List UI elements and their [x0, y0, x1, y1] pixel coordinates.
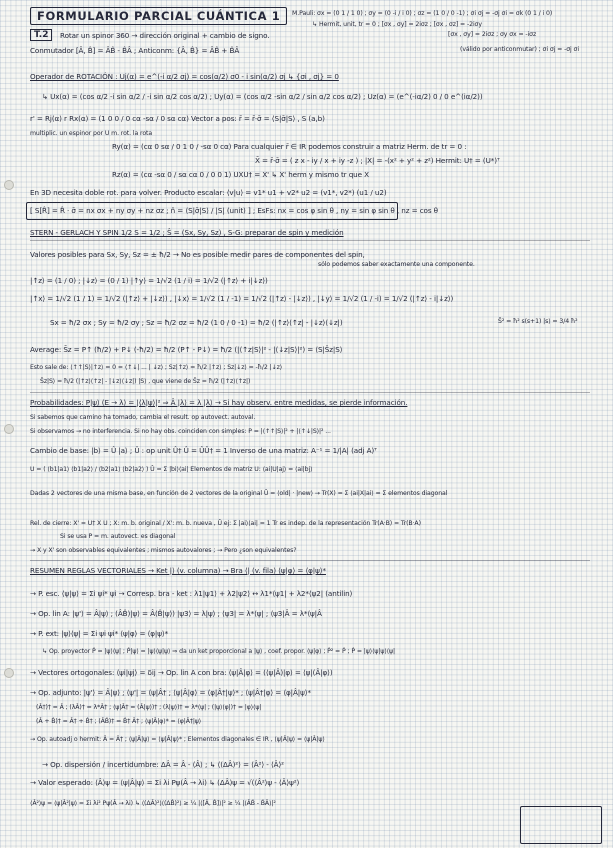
formula-line: [σx , σy] = 2iσz ; σy σx = -iσz: [448, 31, 537, 38]
divider: [30, 240, 590, 241]
formula-line: Probabilidades: P|ψ⟩ (E → λ) = |⟨λ|ψ⟩|² ⇒ Â |λ⟩ = λ |λ⟩ → Si hay observ. entre medidas, se pierde información.: [30, 398, 408, 407]
formula-line: Rel. de cierre: X' = U† X U ; X: m. b. original / X': m. b. nueva , Û ej: Σ |ai⟩⟨ai| = 1 Tr es indep. de la representación Tr(A·B) = Tr(B·A): [30, 520, 421, 527]
formula-line: → Valor esperado: ⟨Â⟩ψ = ⟨ψ|Â|ψ⟩ = Σi λi Pψ(Â → λi) ↳ (ΔÂ)ψ = √(⟨Â²⟩ψ - ⟨Â⟩ψ²): [30, 778, 300, 787]
formula-line: RESUMEN REGLAS VECTORIALES → Ket |⟩ (v. columna) → Bra ⟨| (v. fila) ⟨ψ|φ⟩ = ⟨φ|ψ⟩*: [30, 566, 326, 575]
formula-line: (Â†)† = Â ; (λÂ)† = λ*Â† ; ⟨ψ|Â† = (Â|ψ⟩)† ; (λ|ψ⟩)† = λ*⟨ψ| ; (|ψ⟩⟨φ|)† = |φ⟩⟨ψ|: [36, 704, 262, 711]
formula-line: multiplic. un espinor por U m. rot. la rota: [30, 130, 153, 137]
formula-box: [520, 806, 602, 844]
formula-line: → Vectores ortogonales: ⟨ψi|ψj⟩ = δij → Op. lin A con bra: ⟨ψ|Â|φ⟩ = (⟨ψ|Â)|φ⟩ = ⟨ψ|(Â|φ⟩): [30, 668, 333, 677]
formula-line: Cambio de base: |b⟩ = Û |a⟩ ; Û : op unit Û† Û = ÛÛ† = 1 Inverso de una matriz: A⁻¹ = 1/|A| (adj A)ᵀ: [30, 446, 377, 455]
formula-line: ⟨Â²⟩ψ = ⟨ψ|Â²|ψ⟩ = Σi λi² Pψ(Â → λi) ↳ ⟨(ΔÂ)²⟩⟨(ΔB̂)²⟩ ≥ ¼ |⟨[Â, B̂]⟩|² ≥ ¼ |⟨ÂB̂ - B̂Â⟩|²: [30, 800, 276, 807]
formula-line: Si sabemos que camino ha tomado, cambia el result. op autovect. autoval.: [30, 414, 256, 421]
formula-line: → Op. adjunto: |ψ'⟩ = Â|ψ⟩ ; ⟨ψ'| = ⟨ψ|Â† ; ⟨ψ|Â|φ⟩ = ⟨φ|Â†|ψ⟩* ; ⟨ψ|Â†|φ⟩ = ⟨φ|Â|ψ⟩*: [30, 688, 311, 697]
formula-line: |↑z⟩ = (1 / 0) ; |↓z⟩ = (0 / 1) |↑y⟩ = 1/√2 (1 / i) = 1/√2 (|↑z⟩ + i|↓z⟩): [30, 276, 268, 285]
formula-line: |↑x⟩ = 1/√2 (1 / 1) = 1/√2 (|↑z⟩ + |↓z⟩) , |↓x⟩ = 1/√2 (1 / -1) = 1/√2 (|↑z⟩ - |↓z⟩) , |↓y⟩ = 1/√2 (1 / -i) = 1/√2 (|↑z⟩ - i|↓z⟩): [30, 294, 454, 303]
formula-line: Conmutador [Â, B̂] = ÂB̂ - B̂Â ; Anticonm: {Â, B̂} = ÂB̂ + B̂Â: [30, 46, 240, 55]
formula-line: Dadas 2 vectores de una misma base, en función de 2 vectores de la original Û = ⟨old| · |new⟩ → Tr(X) = Σ ⟨ai|X|ai⟩ = Σ elementos diagonal: [30, 490, 448, 497]
formula-line: Sx = ħ/2 σx ; Sy = ħ/2 σy ; Sz = ħ/2 σz = ħ/2 (1 0 / 0 -1) = ħ/2 (|↑z⟩⟨↑z| - |↓z⟩⟨↓z|): [50, 318, 343, 327]
formula-line: Rz(α) = (cα -sα 0 / sα cα 0 / 0 0 1) UXU† = X' ↳ X' herm y mismo tr que X: [112, 170, 369, 179]
formula-line: sólo podemos saber exactamente una componente.: [318, 261, 475, 268]
formula-line: Ŝ² = ħ² s(s+1) |s⟩ = 3/4 ħ²: [498, 318, 578, 325]
formula-line: → Op. dispersión / incertidumbre: ΔÂ = Â - ⟨Â⟩ ; ↳ ⟨(ΔÂ)²⟩ = ⟨Â²⟩ - ⟨Â⟩²: [42, 760, 284, 769]
formula-line: → P. esc. ⟨ψ|ψ⟩ = Σi ψi* ψi → Corresp. bra - ket : λ1|ψ1⟩ + λ2|ψ2⟩ ↔ λ1*⟨ψ1| + λ2*⟨ψ2| (antilin): [30, 589, 353, 598]
formula-line: S̄z|S⟩ = ħ/2 (|↑z⟩⟨↑z| - |↓z⟩⟨↓z|) |S⟩ , que viene de S̄z = ħ/2 (|↑z⟩⟨↑z|): [40, 378, 251, 385]
formula-line: U = ( ⟨b1|a1⟩ ⟨b1|a2⟩ / ⟨b2|a1⟩ ⟨b2|a2⟩ ) Û = Σ |bi⟩⟨ai| Elementos de matriz U: ⟨ai|U|aj⟩ = ⟨ai|bj⟩: [30, 466, 313, 473]
formula-line: STERN - GERLACH Y SPIN 1/2 S = 1/2 ; Ŝ = (Sx, Sy, Sz) , S-G: preparar de spin y medición: [30, 228, 344, 237]
formula-line: X̄ = r̄·σ̄ = ( z x - iy / x + iy -z ) ; |X| = -(x² + y² + z²) Hermit: U† = (U*)ᵀ: [255, 156, 500, 165]
formula-line: Operador de ROTACIÓN : Uj(α) = e^(-i α/2 σj) = cos(α/2) σ0 - i sin(α/2) σj ↳ {σi , σj} = 0: [30, 72, 339, 81]
formula-line: ↳ Ux(α) = (cos α/2 -i sin α/2 / -i sin α/2 cos α/2) ; Uy(α) = (cos α/2 -sin α/2 / sin α/2 cos α/2) ; Uz(α) = (e^(-iα/2) 0 / 0 e^(iα/2)): [42, 92, 483, 101]
formula-line: ↳ Hermit, unit, tr = 0 ; [σx , σy] = 2iσz ; [σx , σz] = -2iσy: [312, 21, 482, 28]
divider: [30, 392, 590, 393]
binder-hole: [4, 424, 14, 434]
formula-line: r' = Rj(α) r Rx(α) = (1 0 0 / 0 cα -sα / 0 sα cα) Vector a pos: r̄ = r̄·σ̄ = ⟨S|σ̄|S⟩ , S (a,b): [30, 114, 325, 123]
formula-line: Rotar un spinor 360 → dirección original + cambio de signo.: [60, 31, 270, 40]
formula-line: → Op. autoadj o hermit: Â = Â† ; ⟨ψ|Â|ψ⟩ = ⟨ψ|Â|ψ⟩* ; Elementos diagonales ∈ IR , ⟨ψ|Â|ψ⟩ = ⟨ψ|Â|ψ⟩: [30, 736, 325, 743]
formula-line: Esto sale de: ⟨↑↑|S⟩|↑z⟩ = 0 = ⟨↑↓| ... | ↓z⟩ ; Sz|↑z⟩ = ħ/2 |↑z⟩ ; Sz|↓z⟩ = -ħ/2 |↓z⟩: [30, 364, 283, 371]
formula-line: (Â + B̂)† = Â† + B̂† ; (ÂB̂)† = B̂† Â† ; ⟨ψ|Â|φ⟩* = ⟨φ|Â†|ψ⟩: [36, 718, 202, 725]
formula-line: Valores posibles para Sx, Sy, Sz = ± ħ/2 → No es posible medir pares de componentes del spin,: [30, 250, 365, 259]
formula-line: En 3D necesita doble rot. para volver. Producto escalar: ⟨v|u⟩ = v1* u1 + v2* u2 = (v1*, v2*) (u1 / u2): [30, 188, 387, 197]
formula-line: Si observamos → no interferencia. Si no hay obs. coinciden con simples: P = |⟨↑↑|S⟩|² + |⟨↑↓|S⟩|² ...: [30, 428, 331, 435]
divider: [30, 560, 590, 561]
formula-line: ↳ Op. proyector P̂ = |ψ⟩⟨ψ| ; P̂|ψ⟩ = |ψ⟩⟨ψ|ψ⟩ ⇒ da un ket proporcional a |ψ⟩ , coef. propor. ⟨ψ|φ⟩ ; P̂² = P̂ ; P̂ = |ψ⟩⟨ψ|ψ⟩⟨ψ|: [42, 648, 395, 655]
formula-line: Si se usa P = m. autovect. es diagonal: [60, 533, 176, 540]
formula-line: M.Pauli: σx = (0 1 / 1 0) ; σy = (0 -i / i 0) ; σz = (1 0 / 0 -1) ; σi σj = -σj σi = σk (0 1 / i 0): [292, 10, 553, 17]
formula-line: Ry(α) = (cα 0 sα / 0 1 0 / -sα 0 cα) Para cualquier r̄ ∈ IR podemos construir a matriz Herm. de tr = 0 :: [112, 142, 467, 151]
formula-line: → Op. lin A: |ψ'⟩ = Â|ψ⟩ ; (ÂB̂)|ψ⟩ = Â(B̂|ψ⟩) |ψ3⟩ = λ|ψ⟩ ; ⟨ψ3| = λ*⟨ψ| ; ⟨ψ3|Â = λ*⟨ψ|Â: [30, 609, 322, 618]
formula-line: (válido por anticonmutar) ; σi σj = -σj σi: [460, 46, 579, 53]
formula-line: Average: S̄z = P↑ (ħ/2) + P↓ (-ħ/2) = ħ/2 (P↑ - P↓) = ħ/2 (|⟨↑z|S⟩|² - |⟨↓z|S⟩|²) = ⟨S|Ŝz|S⟩: [30, 345, 343, 354]
formula-line: → X y X' son observables equivalentes ; mismos autovalores ; → Pero ¿son equivalentes?: [30, 547, 297, 554]
page-title: FORMULARIO PARCIAL CUÁNTICA 1: [30, 7, 287, 25]
formula-line: [ S[R̂] = R̂ · σ̄ = nx σx + ny σy + nz σz ; n̂ = ⟨S|σ̄|S⟩ / |S| (unit) ] ; EsFs: nx = cos φ sin θ , ny = sin φ sin θ , nz = cos θ: [30, 206, 438, 215]
formula-box: [26, 202, 398, 220]
binder-hole: [4, 668, 14, 678]
formula-line: → P. ext: |ψ⟩⟨ψ| = Σi ψi ψi* ⟨ψ|φ⟩ = ⟨φ|ψ⟩*: [30, 629, 169, 638]
section-label: T.2: [30, 29, 52, 41]
binder-hole: [4, 180, 14, 190]
